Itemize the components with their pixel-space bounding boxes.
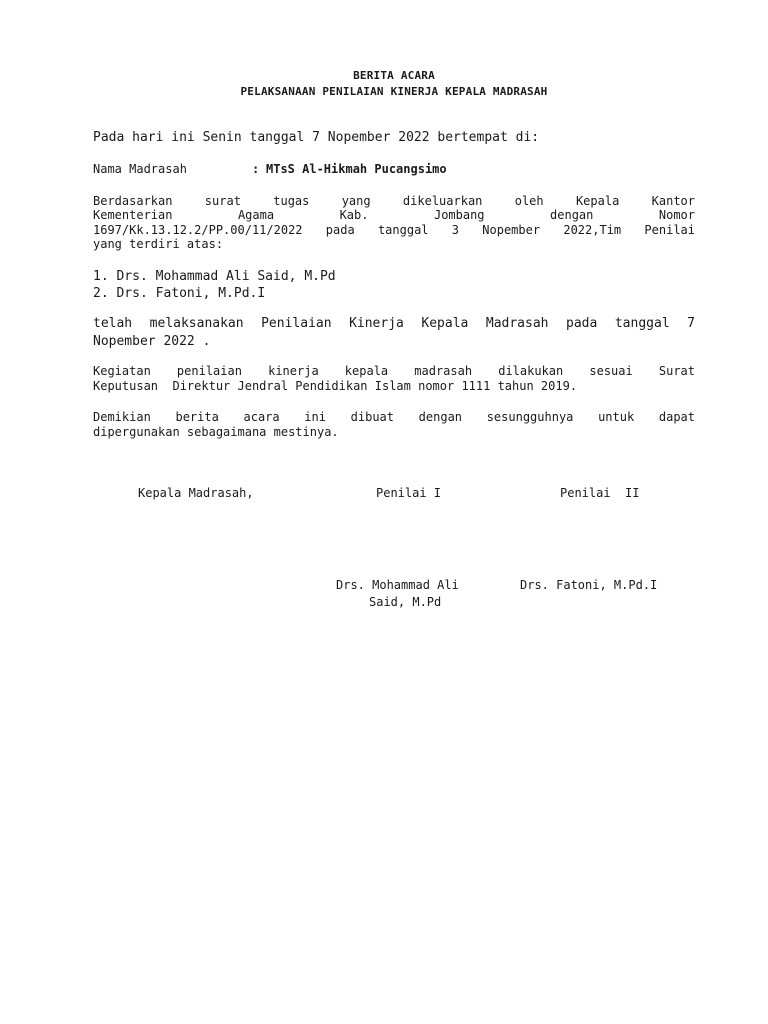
paragraph-assignment-line4: yang terdiri atas: <box>93 237 224 251</box>
paragraph-execution-line1: telah melaksanakan Penilaian Kinerja Kepala Madrasah pada tanggal 7 <box>93 316 695 331</box>
signature-name-assessor-1-line1: Drs. Mohammad Ali <box>336 578 459 592</box>
paragraph-assignment-line1: Berdasarkan surat tugas yang dikeluarkan oleh Kepala Kantor <box>93 194 695 208</box>
paragraph-assignment-line3: 1697/Kk.13.12.2/PP.00/11/2022 pada tanggal 3 Nopember 2022,Tim Penilai <box>93 223 695 237</box>
signature-name-assessor-2: Drs. Fatoni, M.Pd.I <box>520 578 658 592</box>
signature-label-head: Kepala Madrasah, <box>138 486 254 500</box>
assessor-list-item: 2. Drs. Fatoni, M.Pd.I <box>93 286 266 301</box>
paragraph-assignment-line2: Kementerian Agama Kab. Jombang dengan Nomor <box>93 208 695 222</box>
madrasah-name: MTsS Al-Hikmah Pucangsimo <box>266 162 447 176</box>
document-subtitle: PELAKSANAAN PENILAIAN KINERJA KEPALA MADRASAH <box>240 85 548 98</box>
signature-label-assessor-2: Penilai II <box>560 486 640 500</box>
paragraph-closing-line1: Demikian berita acara ini dibuat dengan sesungguhnya untuk dapat <box>93 410 695 424</box>
paragraph-closing-line2: dipergunakan sebagaimana mestinya. <box>93 425 339 439</box>
signature-label-assessor-1: Penilai I <box>376 486 442 500</box>
signature-name-assessor-1-line2: Said, M.Pd <box>369 595 442 609</box>
paragraph-execution-line2: Nopember 2022 . <box>93 334 211 349</box>
assessor-list-item: 1. Drs. Mohammad Ali Said, M.Pd <box>93 269 336 284</box>
opening-statement: Pada hari ini Senin tanggal 7 Nopember 2022 bertempat di: <box>93 130 540 145</box>
paragraph-regulation-line2: Keputusan Direktur Jendral Pendidikan Islam nomor 1111 tahun 2019. <box>93 379 578 393</box>
madrasah-separator: : <box>252 162 260 176</box>
document-title: BERITA ACARA <box>353 69 435 82</box>
madrasah-label: Nama Madrasah <box>93 162 187 176</box>
paragraph-regulation-line1: Kegiatan penilaian kinerja kepala madrasah dilakukan sesuai Surat <box>93 364 695 378</box>
